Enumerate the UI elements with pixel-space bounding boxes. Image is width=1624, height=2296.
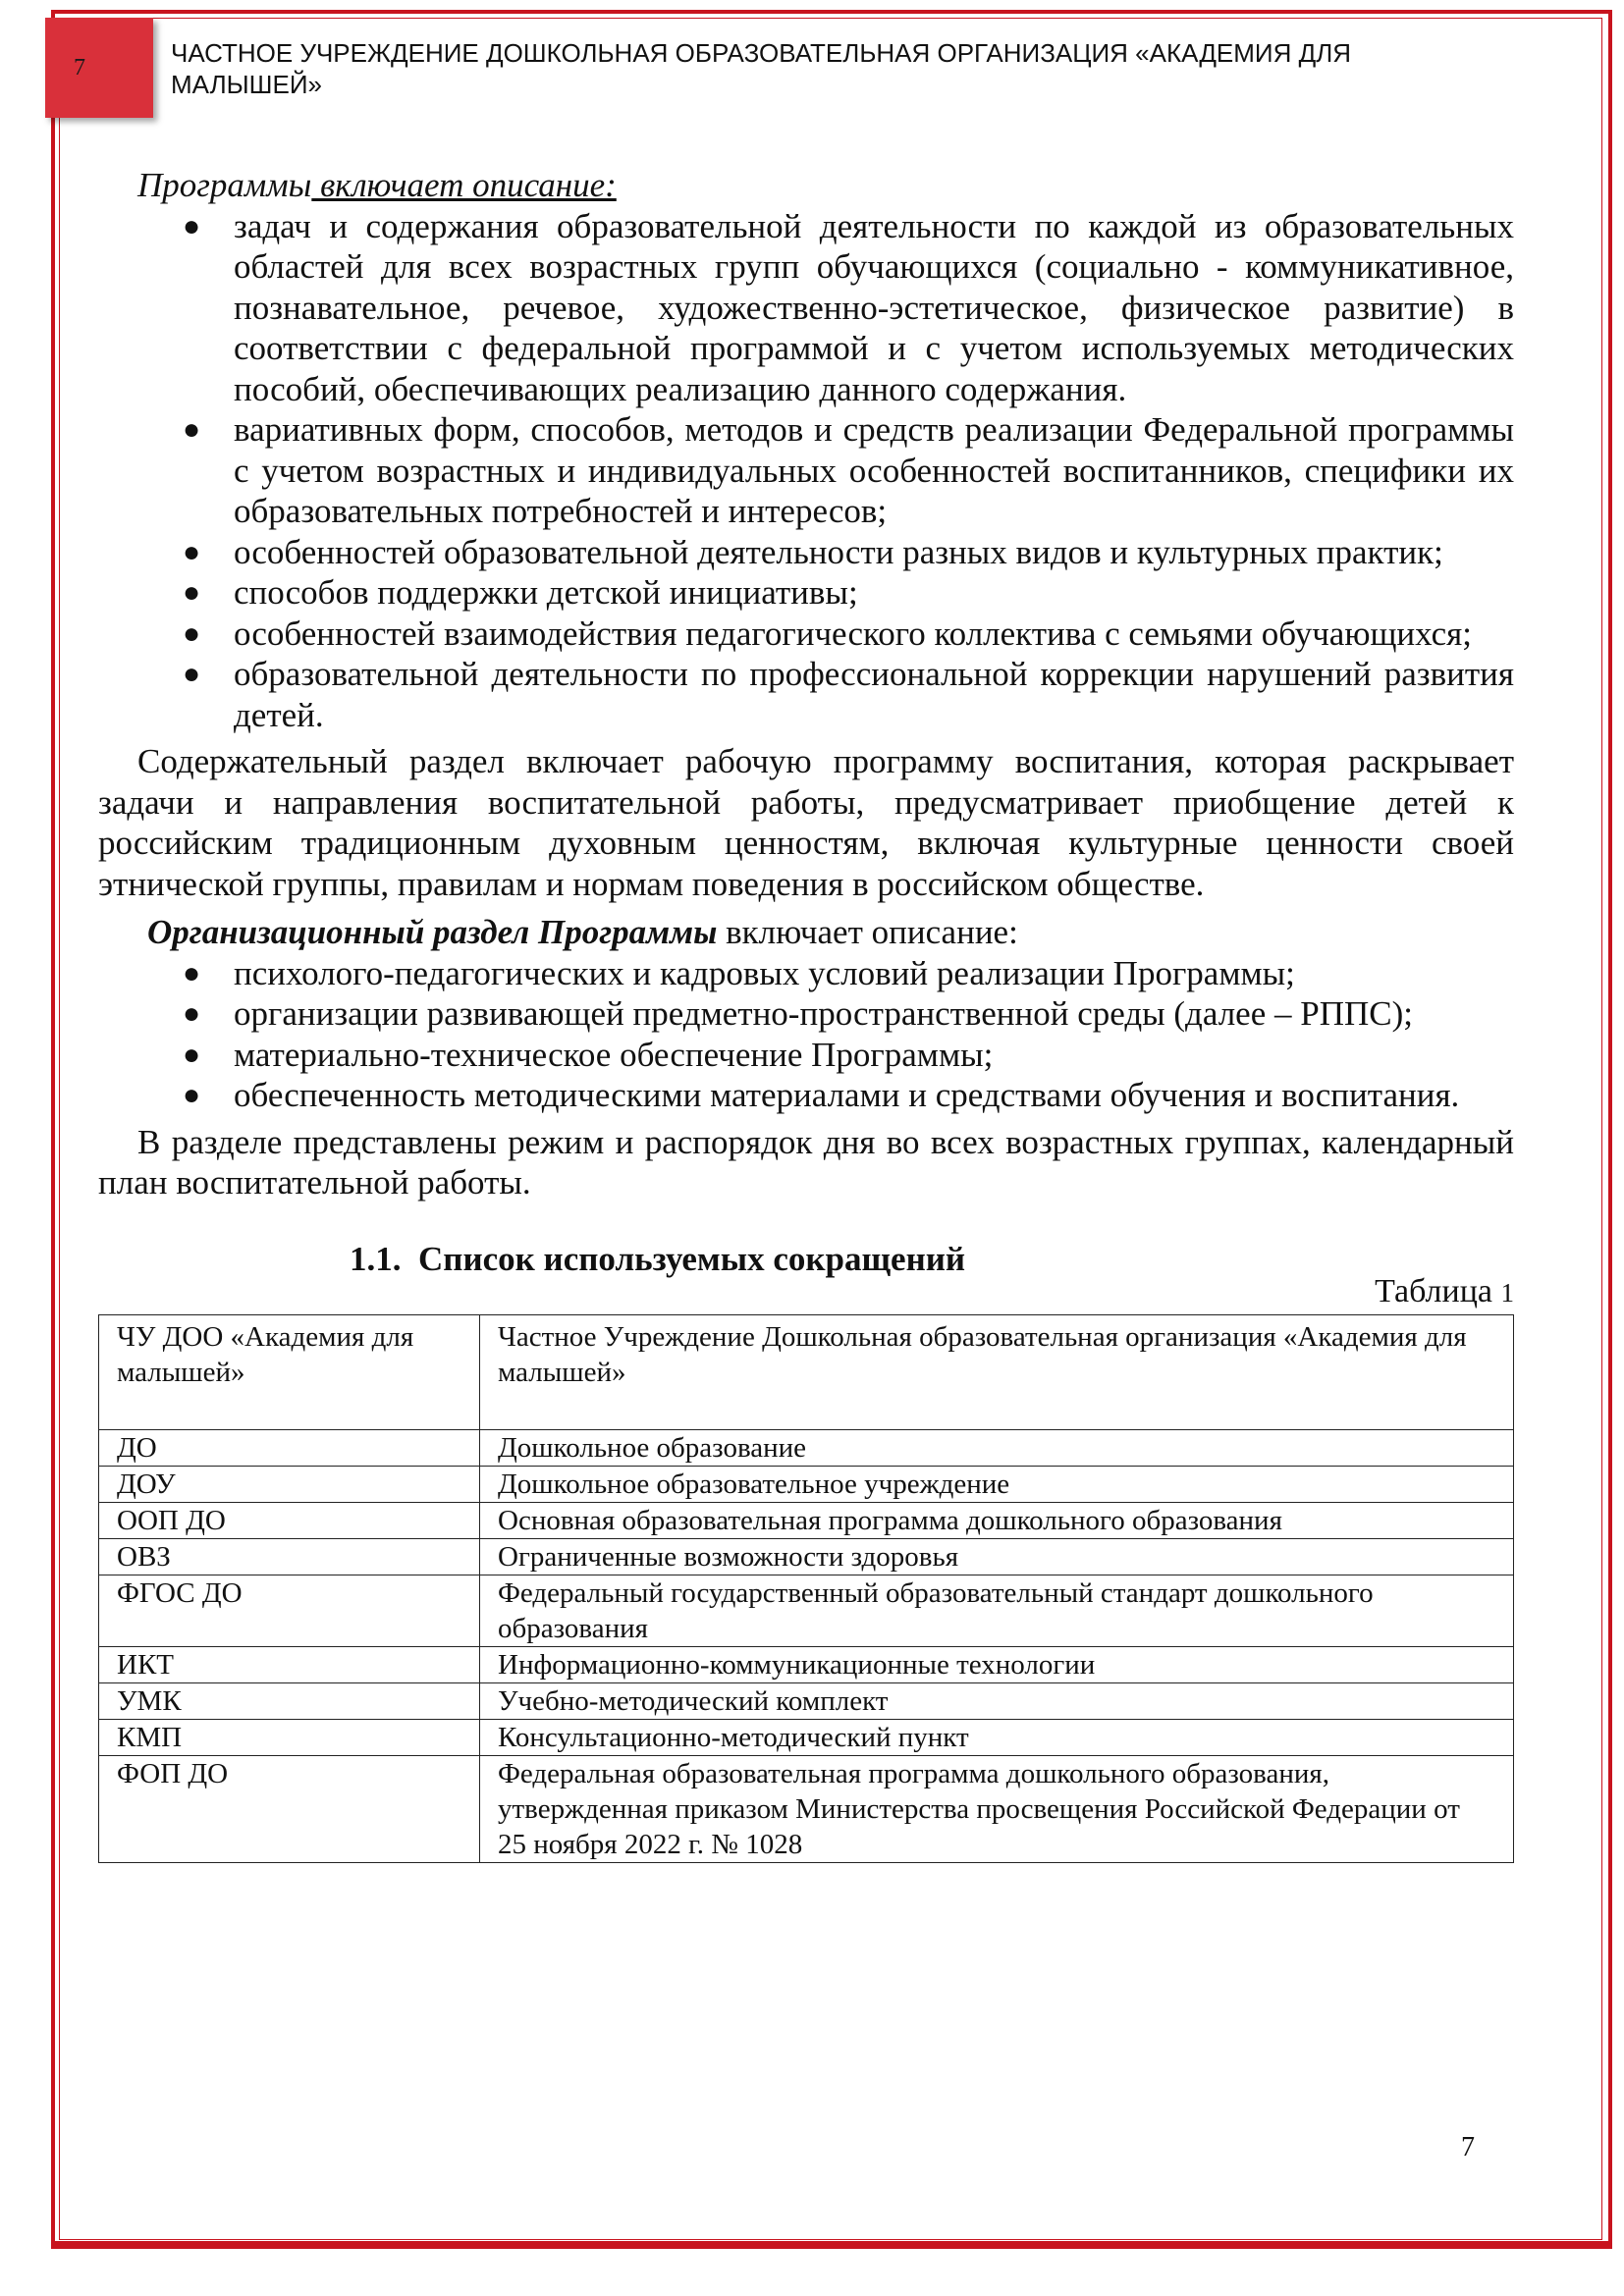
bullet-icon: ● xyxy=(183,616,201,650)
abbreviation-cell: ФГОС ДО xyxy=(99,1575,480,1646)
list-item xyxy=(183,654,1514,735)
list-item xyxy=(183,572,1514,614)
document-body xyxy=(98,165,1514,1863)
abbreviation-cell: ДО xyxy=(99,1429,480,1466)
table-row xyxy=(99,1646,1514,1682)
org-section-lead-bold: Организационный раздел Программы xyxy=(147,913,718,951)
header-title: ЧАСТНОЕ УЧРЕЖДЕНИЕ ДОШКОЛЬНАЯ ОБРАЗОВАТЕЛЬНАЯ ОРГАНИЗАЦИЯ «АКАДЕМИЯ ДЛЯ МАЛЫШЕЙ» xyxy=(171,38,1352,99)
list-item xyxy=(183,1075,1514,1116)
definition-cell: Учебно-методический комплект xyxy=(480,1682,1514,1719)
footer-page-number: 7 xyxy=(1461,2132,1475,2163)
list-item-text: способов поддержки детской инициативы; xyxy=(234,573,858,612)
list-item xyxy=(183,614,1514,655)
list-item xyxy=(183,532,1514,573)
abbreviation-cell: КМП xyxy=(99,1719,480,1755)
table-row xyxy=(99,1429,1514,1466)
table-row xyxy=(99,1314,1514,1429)
bullet-icon: ● xyxy=(183,535,201,568)
definition-cell: Дошкольное образовательное учреждение xyxy=(480,1466,1514,1502)
table-row xyxy=(99,1538,1514,1575)
bullet-icon: ● xyxy=(183,658,201,690)
bullet-icon: ● xyxy=(183,956,201,989)
org-section-list xyxy=(98,953,1514,1116)
abbreviation-cell: ФОП ДО xyxy=(99,1755,480,1862)
page-frame-bottom-rule xyxy=(51,2241,1612,2249)
table-caption-number: 1 xyxy=(1500,1278,1514,1308)
abbreviation-cell: ДОУ xyxy=(99,1466,480,1502)
section-title: Список используемых сокращений xyxy=(418,1239,966,1278)
org-section-lead-rest: включает описание: xyxy=(717,913,1018,951)
abbreviations-table xyxy=(98,1314,1514,1863)
table-row xyxy=(99,1719,1514,1755)
list-item xyxy=(183,409,1514,532)
list-item-text: материально-техническое обеспечение Программы; xyxy=(234,1035,994,1074)
definition-cell: Ограниченные возможности здоровья xyxy=(480,1538,1514,1575)
list-item-text: вариативных форм, способов, методов и средств реализации Федеральной программы с учетом возрастных и индивидуальных особенностей воспитанников, специфики их образовательных потребностей и интересов; xyxy=(234,410,1514,530)
bullet-icon: ● xyxy=(183,209,201,242)
page-number-badge xyxy=(45,18,153,118)
list-item-text: особенностей взаимодействия педагогического коллектива с семьями обучающихся; xyxy=(234,614,1473,653)
program-description-list xyxy=(98,206,1514,736)
list-item-text: психолого-педагогических и кадровых условий реализации Программы; xyxy=(234,953,1295,992)
abbreviation-cell: ООП ДО xyxy=(99,1502,480,1538)
list-item-text: организации развивающей предметно-пространственной среды (далее – РППС); xyxy=(234,994,1413,1033)
list-item-text: образовательной деятельности по профессиональной коррекции нарушений развития детей. xyxy=(234,655,1514,734)
intro-lead-plain: Программы xyxy=(137,166,312,204)
list-item-text: особенностей образовательной деятельности разных видов и культурных практик; xyxy=(234,532,1443,571)
list-item xyxy=(183,993,1514,1035)
section-number: 1.1. xyxy=(350,1239,402,1278)
definition-cell: Частное Учреждение Дошкольная образовательная организация «Академия для малышей» xyxy=(480,1314,1514,1429)
list-item-text: задач и содержания образовательной деятельности по каждой из образовательных областей для всех возрастных групп обучающихся (социально - коммуникативное, познавательное, речевое, художественно-эстетическое, физическое развитие) в соответствии с федеральной программой и с учетом используемых методических пособий, обеспечивающих реализацию данного содержания. xyxy=(234,206,1514,408)
list-item-text: обеспеченность методическими материалами и средствами обучения и воспитания. xyxy=(234,1076,1460,1114)
bullet-icon: ● xyxy=(183,1079,201,1111)
bullet-icon: ● xyxy=(183,576,201,609)
table-row xyxy=(99,1466,1514,1502)
intro-lead-underlined: включает описание: xyxy=(311,166,617,204)
schedule-paragraph: В разделе представлены режим и распорядок дня во всех возрастных группах, календарный план воспитательной работы. xyxy=(98,1122,1514,1201)
org-section-lead xyxy=(147,912,1514,953)
definition-cell: Консультационно-методический пункт xyxy=(480,1719,1514,1755)
table-row xyxy=(99,1575,1514,1646)
page-number-badge-text: 7 xyxy=(74,54,85,80)
list-item xyxy=(183,206,1514,410)
abbreviation-cell: УМК xyxy=(99,1682,480,1719)
intro-lead xyxy=(137,165,1514,206)
bullet-icon: ● xyxy=(183,413,201,446)
abbreviation-cell: ОВЗ xyxy=(99,1538,480,1575)
definition-cell: Основная образовательная программа дошкольного образования xyxy=(480,1502,1514,1538)
bullet-icon: ● xyxy=(183,1038,201,1071)
definition-cell: Дошкольное образование xyxy=(480,1429,1514,1466)
content-section-paragraph: Содержательный раздел включает рабочую программу воспитания, которая раскрывает задачи и направления воспитательной работы, предусматривает приобщение детей к российским традиционным духовным ценностям, включая культурные ценности своей этнической группы, правилам и нормам поведения в российском обществе. xyxy=(98,742,1514,903)
definition-cell: Информационно-коммуникационные технологии xyxy=(480,1646,1514,1682)
table-row xyxy=(99,1502,1514,1538)
definition-cell: Федеральный государственный образовательный стандарт дошкольного образования xyxy=(480,1575,1514,1646)
list-item xyxy=(183,953,1514,994)
abbreviation-cell: ЧУ ДОО «Академия для малышей» xyxy=(99,1314,480,1429)
definition-cell: Федеральная образовательная программа дошкольного образования, утвержденная приказом Министерства просвещения Российской Федерации от 25 ноября 2022 г. № 1028 xyxy=(480,1755,1514,1862)
list-item xyxy=(183,1035,1514,1076)
table-row xyxy=(99,1682,1514,1719)
bullet-icon: ● xyxy=(183,997,201,1030)
table-row xyxy=(99,1755,1514,1862)
abbreviation-cell: ИКТ xyxy=(99,1646,480,1682)
table-caption-label: Таблица xyxy=(1375,1273,1492,1309)
